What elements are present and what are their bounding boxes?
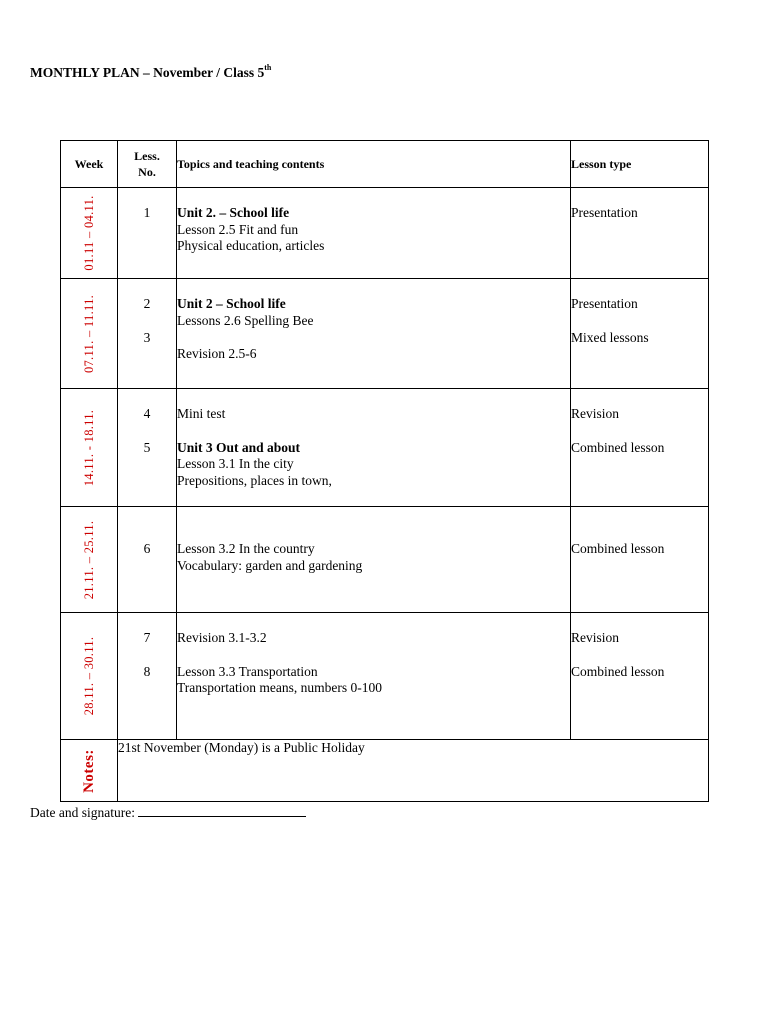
lesson-detail: Prepositions, places in town, (177, 472, 332, 488)
lesson-type: Presentation (571, 205, 638, 220)
lesson-number: 7 (143, 630, 151, 645)
notes-label-cell (61, 740, 118, 802)
lesson-type: Combined lesson (571, 541, 665, 556)
week-cell (61, 389, 118, 507)
week-label: 07.11. – 11.11. (81, 294, 96, 373)
unit-title: Unit 2. – School life (177, 205, 290, 220)
table-row (61, 613, 709, 740)
week-label: 28.11. – 30.11. (81, 636, 96, 716)
lesson-number: 3 (143, 329, 151, 345)
lesson-content (177, 296, 570, 329)
notes-text: 21st November (Monday) is a Public Holiday (118, 740, 709, 802)
lesson-number: 1 (143, 205, 151, 220)
lesson-content (177, 205, 570, 255)
lesson-title: Lesson 3.2 In the country (177, 541, 315, 556)
lesson-title: Mini test (177, 406, 226, 421)
week-cell (61, 279, 118, 389)
column-header-lesson-number: Less. No. (118, 141, 177, 188)
lesson-detail: Vocabulary: garden and gardening (177, 557, 363, 573)
table-row (61, 279, 709, 389)
notes-row (61, 740, 709, 802)
week-cell (61, 188, 118, 279)
lesson-content (177, 541, 570, 574)
lesson-content (177, 664, 570, 697)
table-header-row (61, 141, 709, 188)
week-cell (61, 613, 118, 740)
title-superscript: th (264, 63, 272, 72)
lesson-number: 5 (143, 439, 151, 455)
week-label: 14.11. - 18.11. (81, 409, 96, 486)
lesson-number: 6 (143, 541, 151, 556)
lesson-title: Lesson 3.3 Transportation (177, 663, 318, 679)
column-header-lesson-type: Lesson type (571, 141, 709, 188)
lesson-type: Presentation (571, 296, 638, 311)
page-title: MONTHLY PLAN – November / Class 5th (30, 63, 272, 80)
table-row (61, 188, 709, 279)
lesson-title: Revision 2.5-6 (177, 346, 257, 361)
lesson-number: 4 (143, 406, 151, 421)
signature-blank (138, 804, 306, 817)
lesson-title: Lessons 2.6 Spelling Bee (177, 312, 314, 328)
signature-label: Date and signature: (30, 805, 135, 820)
lesson-number: 8 (143, 663, 151, 679)
unit-title: Unit 3 Out and about (177, 439, 301, 455)
monthly-plan-table (60, 140, 709, 802)
signature-line (30, 804, 306, 821)
lesson-detail: Transportation means, numbers 0-100 (177, 680, 382, 695)
table-row (61, 389, 709, 507)
lesson-type: Revision (571, 630, 620, 645)
table-row (61, 507, 709, 613)
lesson-title: Lesson 2.5 Fit and fun (177, 221, 299, 237)
unit-title: Unit 2 – School life (177, 296, 286, 311)
column-header-topics: Topics and teaching contents (177, 141, 571, 188)
week-label: 01.11 – 04.11. (81, 195, 96, 271)
column-header-week: Week (61, 141, 118, 188)
lesson-number: 2 (143, 296, 151, 311)
lesson-type: Revision (571, 406, 620, 421)
week-label: 21.11. – 25.11. (81, 520, 96, 599)
week-cell (61, 507, 118, 613)
lesson-title: Lesson 3.1 In the city (177, 456, 294, 471)
lesson-content (177, 440, 570, 490)
lesson-type: Mixed lessons (571, 329, 649, 345)
lesson-title: Revision 3.1-3.2 (177, 630, 267, 645)
lesson-type: Combined lesson (571, 439, 665, 455)
lesson-detail: Physical education, articles (177, 238, 325, 253)
lesson-type: Combined lesson (571, 663, 665, 679)
notes-label: Notes: (80, 748, 97, 793)
